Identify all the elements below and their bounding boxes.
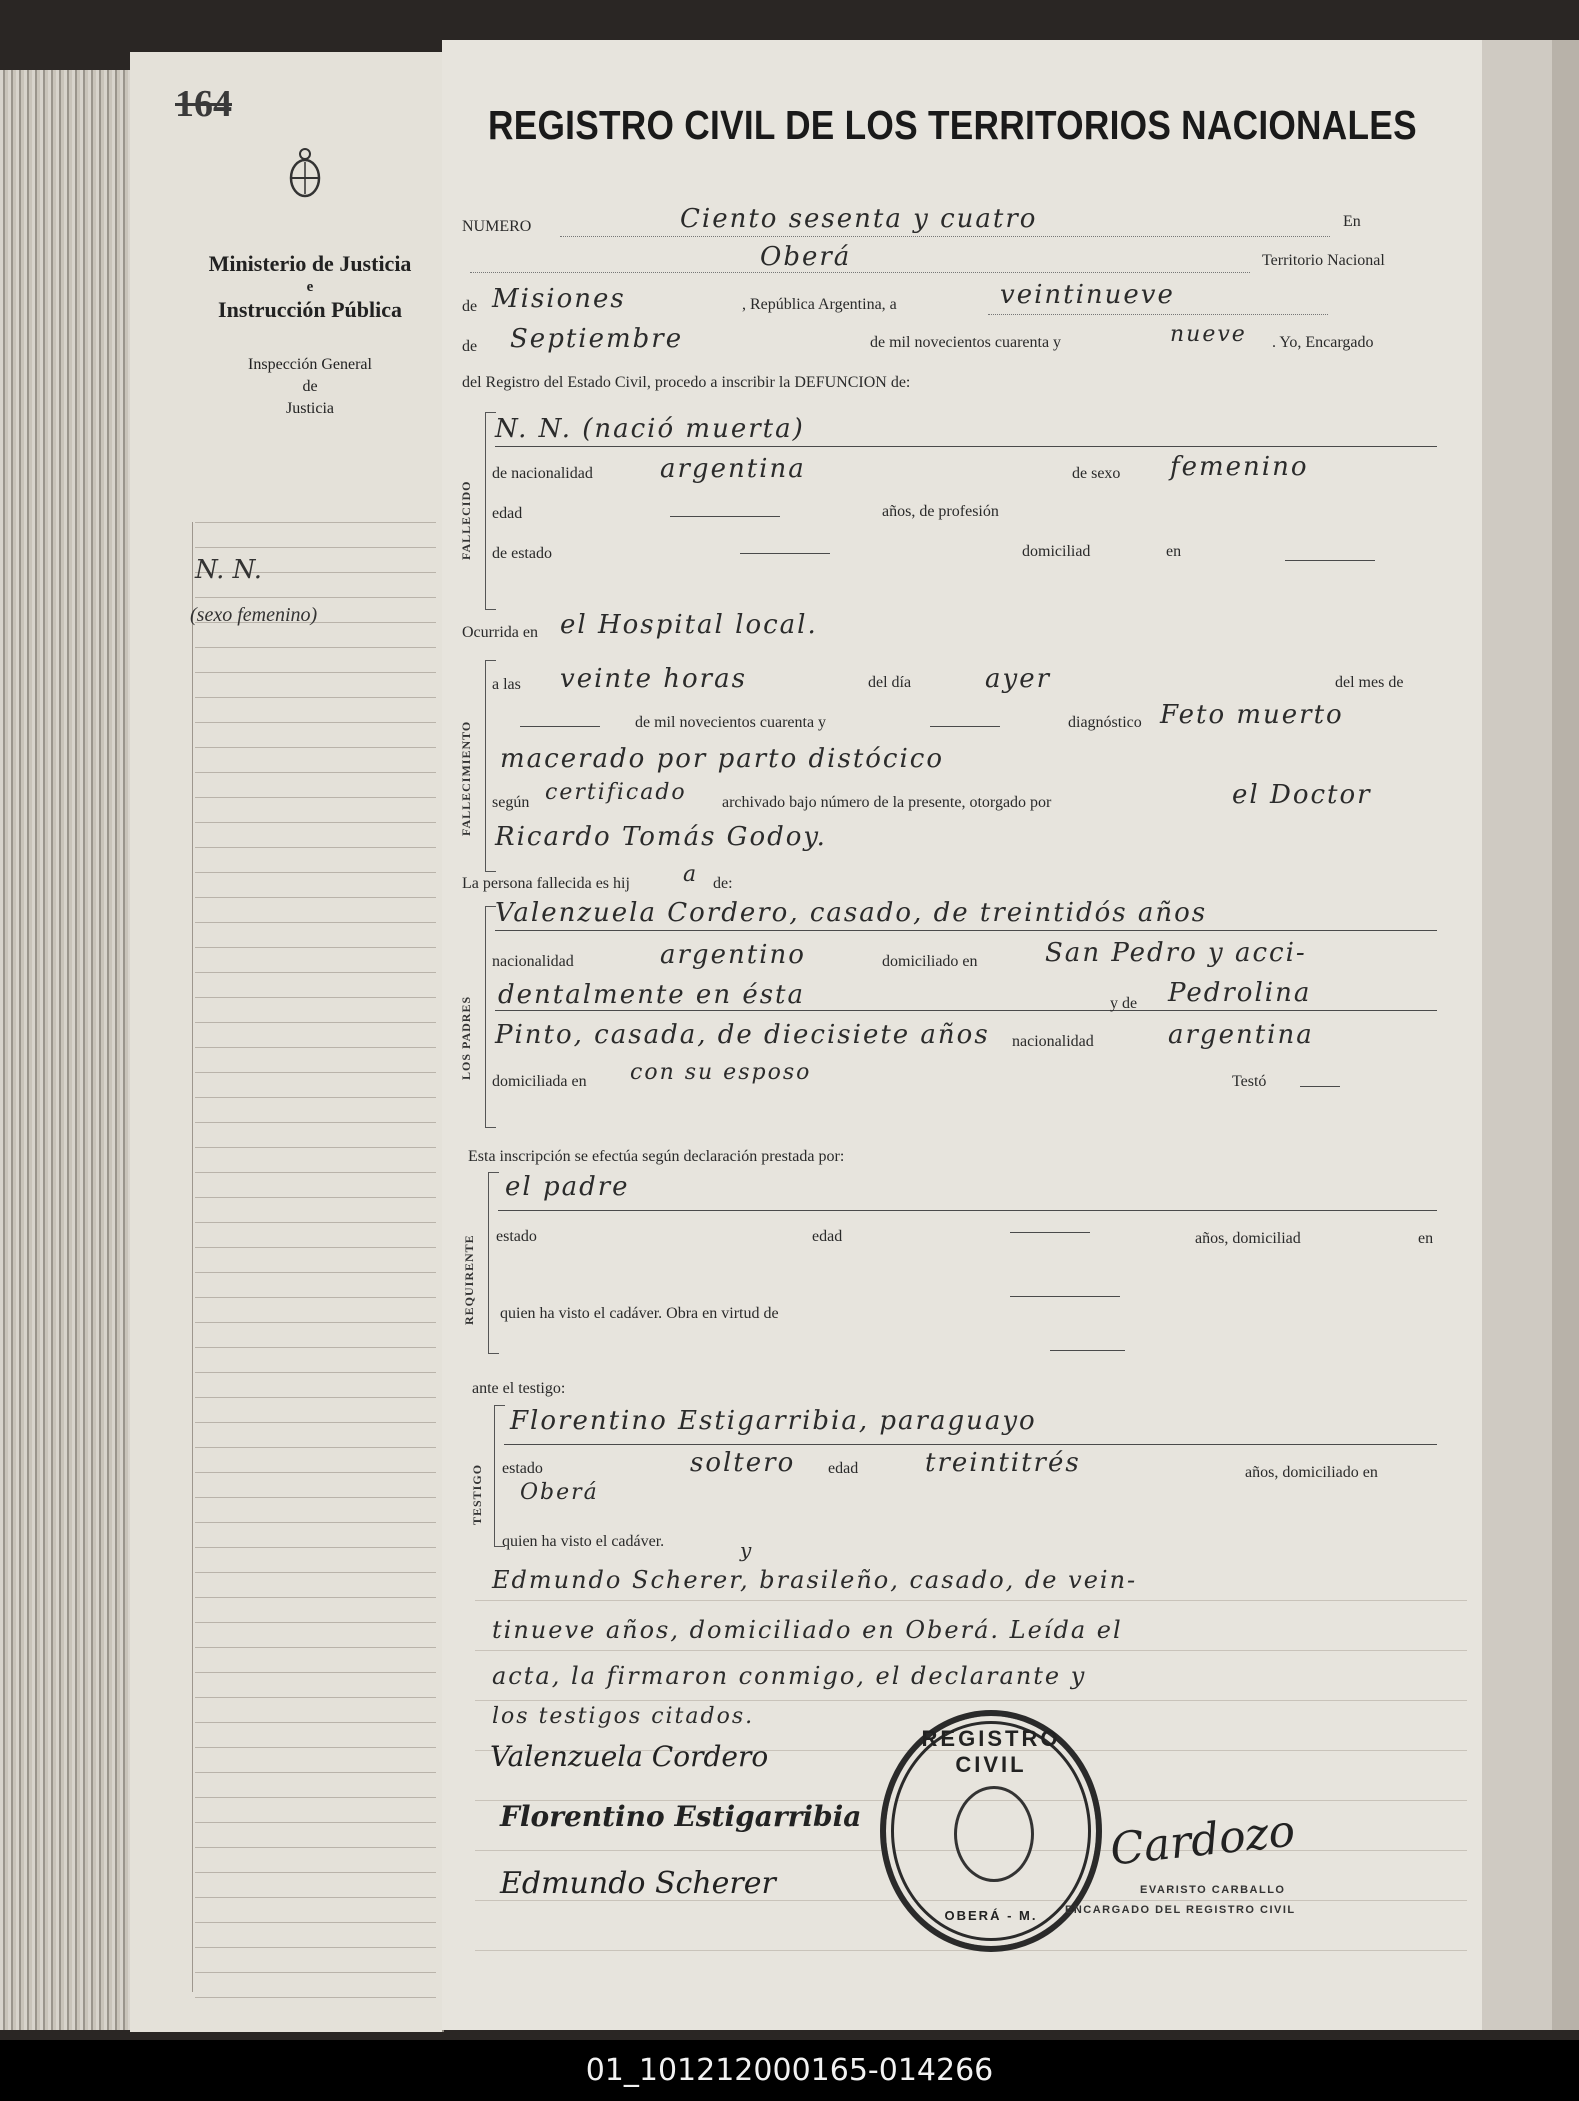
place-value: Oberá [760, 242, 852, 272]
en-dash [1285, 560, 1375, 561]
inspection-line-2: de [302, 378, 318, 395]
testigo-line [504, 1444, 1437, 1445]
margin-ruled-line [195, 772, 436, 773]
domiciliado-label: domiciliad [1022, 543, 1091, 560]
margin-ruled-line [195, 1147, 436, 1148]
testo-label: Testó [1232, 1073, 1267, 1090]
year-dash [930, 726, 1000, 727]
padre-domicilio-value-1: San Pedro y acci- [1045, 938, 1307, 968]
padre-nacionalidad-value: argentino [660, 940, 806, 970]
numero-value: Ciento sesenta y cuatro [680, 204, 1038, 234]
archivado-label: archivado bajo número de la presente, otorgado por [722, 794, 1052, 811]
margin-ruled-line [195, 1822, 436, 1823]
signature-declarante: Valenzuela Cordero [490, 1740, 769, 1773]
requirente-anos-label: años, domiciliad [1195, 1230, 1301, 1247]
sexo-value: femenino [1170, 452, 1309, 482]
stamp-bottom-text: OBERÁ - M. [944, 1908, 1038, 1923]
testigo-edad-label: edad [828, 1460, 859, 1477]
ocurrida-label: Ocurrida en [462, 624, 538, 641]
stamp-emblem-icon [954, 1786, 1034, 1882]
official-signature: Cardozo [1107, 1805, 1298, 1876]
padre-line [495, 930, 1437, 931]
fallecido-name-line [495, 446, 1437, 447]
margin-ruled-line [195, 1597, 436, 1598]
margin-ruled-line [195, 1522, 436, 1523]
margin-ruled-line [195, 1097, 436, 1098]
margin-ruled-line [195, 1447, 436, 1448]
territorio-label: Territorio Nacional [1262, 252, 1385, 269]
margin-ruled-line [195, 1922, 436, 1923]
del-dia-label: del día [868, 674, 912, 691]
y-de-label: y de [1110, 995, 1138, 1012]
margin-ruled-line [195, 647, 436, 648]
nacionalidad-value: argentina [660, 454, 806, 484]
margin-ruled-line [195, 897, 436, 898]
ministry-line-2: e [306, 279, 314, 295]
margin-ruled-line [195, 1472, 436, 1473]
margin-ruled-line [195, 747, 436, 748]
year-value: nueve [1170, 322, 1247, 347]
requirente-side-label: REQUIRENTE [462, 1234, 476, 1325]
padre-value: Valenzuela Cordero, casado, de treintidós años [495, 898, 1208, 928]
numero-label: NUMERO [462, 218, 532, 235]
margin-ruled-line [195, 797, 436, 798]
doctor-value-2: Ricardo Tomás Godoy. [495, 822, 827, 852]
margin-ruled-line [195, 1997, 436, 1998]
de-label-1: de [462, 298, 478, 315]
fallecido-name: N. N. (nació muerta) [495, 414, 805, 444]
margin-ruled-line [195, 1847, 436, 1848]
closing-line-4: los testigos citados. [492, 1704, 755, 1729]
margin-note-name: N. N. [195, 555, 262, 585]
padre-domiciliado-label: domiciliado en [882, 953, 978, 970]
numero-dotted-line [560, 236, 1330, 237]
margin-ruled-line [195, 972, 436, 973]
certificado-value: certificado [545, 780, 687, 805]
requirente-value: el padre [505, 1172, 630, 1202]
margin-ruled-line [195, 1322, 436, 1323]
margin-ruled-line [195, 1672, 436, 1673]
margin-ruled-line [195, 1697, 436, 1698]
a-las-label: a las [492, 676, 521, 693]
madre-value-1: Pedrolina [1168, 978, 1312, 1008]
requirente-en-label: en [1418, 1230, 1434, 1247]
margin-ruled-line [195, 1972, 436, 1973]
profesion-label: años, de profesión [882, 503, 999, 520]
requirente-lower-dash [1050, 1350, 1125, 1351]
margin-ruled-line [195, 1122, 436, 1123]
margin-ruled-line [195, 547, 436, 548]
margin-ruled-line [195, 1347, 436, 1348]
padres-intro-end: de: [713, 875, 733, 892]
ministry-heading [190, 250, 430, 420]
requirente-intro-label: Esta inscripción se efectúa según declaración prestada por: [468, 1148, 845, 1165]
edad-label: edad [492, 505, 523, 522]
margin-ruled-line [195, 1797, 436, 1798]
margin-ruled-line [195, 672, 436, 673]
diagnostico-label: diagnóstico [1068, 714, 1142, 731]
diagnostico-value-2: macerado por parto distócico [500, 744, 945, 774]
margin-ruled-line [195, 1547, 436, 1548]
margin-ruled-line [195, 1197, 436, 1198]
image-caption: 01_101212000165-014266 [0, 2040, 1579, 2101]
edad-dash [670, 516, 780, 517]
diagnostico-value-1: Feto muerto [1160, 700, 1344, 730]
margin-ruled-line [195, 847, 436, 848]
testigo-value: Florentino Estigarribia, paraguayo [510, 1406, 1037, 1436]
margin-ruled-line [195, 822, 436, 823]
fallecido-side-label: FALLECIDO [459, 480, 473, 560]
requirente-quien-label: quien ha visto el cadáver. Obra en virtud de [500, 1305, 779, 1322]
testigo-domicilio-value: Oberá [520, 1480, 599, 1505]
padre-domicilio-line [495, 1010, 1437, 1011]
fallecido-en-label: en [1166, 543, 1182, 560]
domiciliada-label: domiciliada en [492, 1073, 587, 1090]
closing-rule-3 [475, 1700, 1467, 1701]
margin-ruled-line [195, 947, 436, 948]
margin-ruled-line [195, 1497, 436, 1498]
margin-ruled-line [195, 1947, 436, 1948]
margin-ruled-line [195, 1172, 436, 1173]
coat-of-arms-icon [288, 148, 322, 200]
testigo-edad-value: treintitrés [925, 1448, 1081, 1478]
requirente-edad-dash [1010, 1232, 1090, 1233]
estado-dash [740, 553, 830, 554]
year-label: de mil novecientos cuarenta y [870, 334, 1062, 351]
month-value: Septiembre [510, 324, 684, 354]
del-mes-label: del mes de [1335, 674, 1404, 691]
yo-label: . Yo, Encargado [1272, 334, 1374, 351]
margin-ruled-line [195, 1022, 436, 1023]
signature-testigo-2: Edmundo Scherer [500, 1866, 776, 1901]
testigo-estado-value: soltero [690, 1448, 796, 1478]
closing-rule-2 [475, 1650, 1467, 1651]
padres-side-label: LOS PADRES [459, 995, 473, 1080]
margin-vertical-rule [192, 522, 193, 1992]
margin-ruled-line [195, 922, 436, 923]
margin-ruled-line [195, 722, 436, 723]
sexo-label: de sexo [1072, 465, 1121, 482]
margin-ruled-line [195, 1297, 436, 1298]
book-spine-edge [0, 70, 135, 2030]
margin-ruled-line [195, 1047, 436, 1048]
testigo-anos-label: años, domiciliado en [1245, 1464, 1378, 1481]
margin-ruled-line [195, 522, 436, 523]
padre-nacionalidad-label: nacionalidad [492, 953, 574, 970]
margin-ruled-line [195, 1397, 436, 1398]
fallecimiento-year-label: de mil novecientos cuarenta y [635, 714, 827, 731]
book-cover-edge [1552, 40, 1579, 2030]
page-title: REGISTRO CIVIL DE LOS TERRITORIOS NACIONALES [488, 102, 1417, 148]
official-title: ENCARGADO DEL REGISTRO CIVIL [1065, 1904, 1296, 1916]
testigo-y-value: y [740, 1538, 754, 1562]
requirente-edad-label: edad [812, 1228, 843, 1245]
official-name: EVARISTO CARBALLO [1140, 1884, 1286, 1896]
hora-value: veinte horas [560, 664, 747, 694]
inspection-line-3: Justicia [286, 400, 334, 417]
mes-dash [520, 726, 600, 727]
margin-ruled-line [195, 1647, 436, 1648]
ocurrida-value: el Hospital local. [560, 610, 818, 640]
margin-ruled-line [195, 1422, 436, 1423]
nacionalidad-label: de nacionalidad [492, 465, 593, 482]
margin-note-sex: (sexo femenino) [190, 604, 318, 626]
inspection-line-1: Inspección General [248, 356, 372, 373]
day-value: veintinueve [1000, 280, 1175, 310]
closing-rule-1 [475, 1600, 1467, 1601]
margin-ruled-line [195, 872, 436, 873]
intro-label: del Registro del Estado Civil, procedo a inscribir la DEFUNCION de: [462, 374, 911, 391]
madre-nacionalidad-label: nacionalidad [1012, 1033, 1094, 1050]
doctor-value-1: el Doctor [1232, 780, 1372, 810]
requirente-line [498, 1210, 1437, 1211]
madre-value-2: Pinto, casada, de diecisiete años [495, 1020, 990, 1050]
testigo-side-label: TESTIGO [470, 1463, 484, 1525]
testo-dash [1300, 1086, 1340, 1087]
testigo-quien-label: quien ha visto el cadáver. [502, 1533, 665, 1550]
stamp-top-text: REGISTRO CIVIL [921, 1726, 1061, 1777]
day-dotted-line [988, 314, 1328, 315]
padres-intro-label: La persona fallecida es hij [462, 875, 630, 892]
margin-ruled-line [195, 1772, 436, 1773]
requirente-bracket [488, 1172, 499, 1354]
ministry-line-3: Instrucción Pública [218, 297, 402, 322]
margin-ruled-line [195, 697, 436, 698]
margin-ruled-line [195, 1272, 436, 1273]
closing-line-3: acta, la firmaron conmigo, el declarante y [492, 1662, 1087, 1690]
testigo-intro-label: ante el testigo: [472, 1380, 566, 1397]
domiciliada-value: con su esposo [630, 1060, 812, 1085]
margin-ruled-line [195, 1372, 436, 1373]
padres-bracket [485, 906, 496, 1128]
closing-line-1: Edmundo Scherer, brasileño, casado, de vein- [492, 1566, 1138, 1594]
fallecimiento-side-label: FALLECIMIENTO [459, 720, 473, 836]
margin-ruled-line [195, 1622, 436, 1623]
dia-value: ayer [985, 664, 1052, 694]
folio-number: 164 [175, 83, 232, 125]
padre-domicilio-value-2: dentalmente en ésta [498, 980, 806, 1010]
madre-nacionalidad-value: argentina [1168, 1020, 1314, 1050]
next-page-edge [1482, 40, 1552, 2030]
margin-ruled-line [195, 1722, 436, 1723]
signature-testigo-1: Florentino Estigarribia [500, 1800, 862, 1833]
estado-label: de estado [492, 545, 552, 562]
republica-label: , República Argentina, a [742, 296, 897, 313]
margin-ruled-line [195, 1897, 436, 1898]
de-label-2: de [462, 338, 478, 355]
en-label: En [1343, 213, 1361, 230]
margin-ruled-line [195, 597, 436, 598]
ministry-line-1: Ministerio de Justicia [208, 251, 412, 276]
closing-line-2: tinueve años, domiciliado en Oberá. Leída el [492, 1616, 1123, 1644]
margin-ruled-line [195, 1572, 436, 1573]
margin-ruled-line [195, 1222, 436, 1223]
place-dotted-line [470, 272, 1250, 273]
testigo-estado-label: estado [502, 1460, 543, 1477]
requirente-estado-label: estado [496, 1228, 537, 1245]
segun-label: según [492, 794, 530, 811]
requirente-obra-dash [1010, 1296, 1120, 1297]
padres-intro-suffix: a [683, 862, 699, 887]
margin-ruled-line [195, 1247, 436, 1248]
margin-ruled-line [195, 1072, 436, 1073]
margin-ruled-line [195, 1872, 436, 1873]
margin-ruled-line [195, 997, 436, 998]
margin-ruled-line [195, 1747, 436, 1748]
territory-value: Misiones [492, 284, 626, 314]
